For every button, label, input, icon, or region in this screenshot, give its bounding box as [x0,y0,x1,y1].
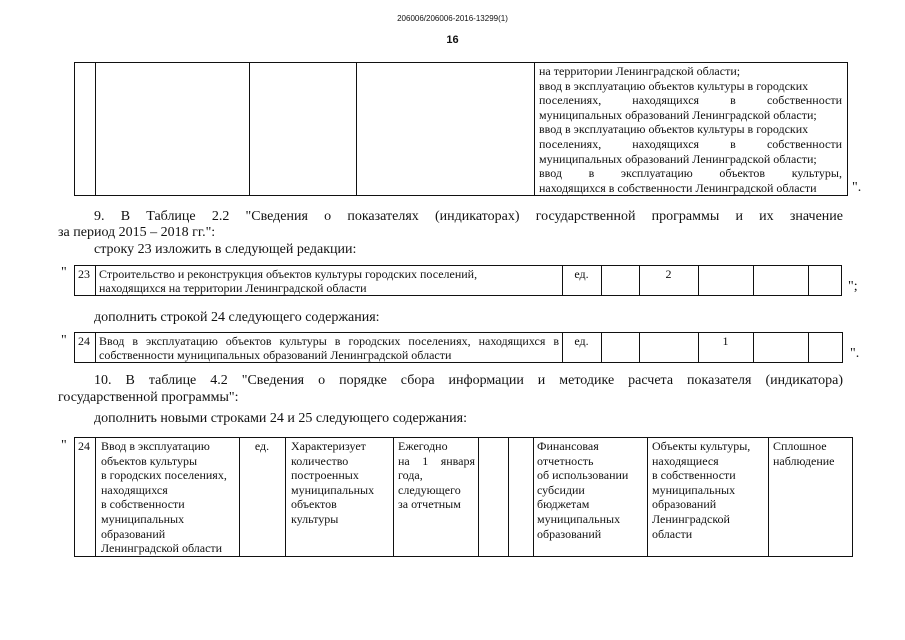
method-population [652,439,766,541]
cell-line: Сплошное [773,439,827,453]
row23-name [99,267,559,295]
table-divider [508,438,509,556]
cell-line: субсидии [537,482,585,497]
top-table-line: поселениях, находящихся в собственности [539,136,842,151]
table-divider [753,266,754,295]
table-divider [95,438,96,556]
row24-unit: ед. [574,334,589,348]
cell-line: Ленинградской области [101,541,223,556]
row23-name-line: Строительство и реконструкция объектов культуры городских поселений, [99,267,478,281]
cell-line: количество [291,453,349,468]
cell-line: в городских поселениях, [101,468,227,483]
open-quote: " [61,333,67,348]
table-divider [239,438,240,556]
table-divider [808,333,809,362]
cell-line: Ежегодно [398,439,448,453]
top-table-line: поселениях, находящихся в собственности [539,93,842,108]
row24-name-line: Ввод в эксплуатацию объектов культуры в городских поселениях, находящихся в [99,334,559,348]
row24-number: 24 [78,334,90,348]
cell-line: Ввод в эксплуатацию [101,439,210,453]
method-definition [291,439,391,527]
cell-line: образований [537,526,602,541]
open-quote: " [61,438,67,453]
cell-line: объектов [291,497,337,512]
cell-line: муниципальных [537,511,621,526]
cell-line: построенных [291,468,359,483]
row24-name [99,334,559,362]
cell-line: находящихся [101,482,168,497]
table-divider [356,63,357,195]
table-divider [534,63,535,195]
cell-line: бюджетам [537,497,590,512]
method-unit: ед. [254,439,270,453]
open-quote: " [61,265,67,280]
cell-line: объектов культуры [101,453,198,468]
method-periodicity [398,439,475,512]
cell-line: года, [398,468,423,483]
top-table-line: муниципальных образований Ленинградской области; [539,107,817,122]
close-quote: ". [852,180,862,195]
table-divider [533,438,534,556]
method-observation [773,439,851,468]
cell-line: муниципальных [101,511,185,526]
cell-line: образований [652,497,717,512]
cell-line: образований [101,526,166,541]
method-row-number: 24 [78,439,90,453]
row23-table [74,265,842,296]
cell-line: муниципальных [652,482,736,497]
table-divider [808,266,809,295]
top-table-line: ввод в эксплуатацию объектов культуры в городских [539,78,809,93]
table-divider [95,333,96,362]
cell-line: муниципальных [291,482,375,497]
cell-line: об использовании [537,468,629,483]
cell-line: Объекты культуры, [652,439,751,453]
table-divider [698,266,699,295]
row24-name-line: собственности муниципальных образований Ленинградской области [99,348,452,362]
table-divider [639,333,640,362]
row23-name-line: находящихся на территории Ленинградской области [99,281,367,295]
table-divider [478,438,479,556]
document-id: 206006/206006-2016-13299(1) [397,14,508,23]
cell-line: находящиеся [652,453,719,468]
item10-line1: 10. В таблице 4.2 "Сведения о порядке сбора информации и методике расчета показателя (индикатора) [94,373,843,388]
item10-instruction: дополнить новыми строками 24 и 25 следующего содержания: [94,411,467,426]
top-table-line: находящихся в собственности Ленинградской области [539,180,817,195]
cell-line: в собственности [652,468,736,483]
top-table-text-cell [539,64,842,195]
close-quote: ". [850,346,860,361]
cell-line: области [652,526,693,541]
cell-line: на 1 января [398,453,475,468]
cell-line: Характеризует [291,439,366,453]
cell-line: за отчетным [398,497,461,512]
top-table-line: муниципальных образований Ленинградской области; [539,151,817,166]
cell-line: наблюдение [773,453,835,468]
row24-table [74,332,843,363]
item9-line2: за период 2015 – 2018 гг.": [58,225,216,240]
table-divider [285,438,286,556]
table-divider [768,438,769,556]
item9-instruction: строку 23 изложить в следующей редакции: [94,242,357,257]
table-divider [393,438,394,556]
row24-value: 1 [722,334,729,348]
cell-line: в собственности [101,497,185,512]
item9-line1: 9. В Таблице 2.2 "Сведения о показателях (индикаторах) государственной программы и их значение [94,209,843,224]
page-number: 16 [446,34,459,46]
table-divider [249,63,250,195]
close-quote: "; [848,279,858,294]
table-divider [95,63,96,195]
top-table-line: ввод в эксплуатацию объектов культуры в городских [539,122,809,137]
table-divider [601,333,602,362]
top-table-line: на территории Ленинградской области; [539,64,741,78]
row23-value: 2 [665,267,672,281]
method-indicator-name [101,439,237,556]
cell-line: следующего [398,482,461,497]
cell-line: Финансовая [537,439,599,453]
row23-number: 23 [78,267,90,281]
top-table [74,62,848,196]
top-table-line: ввод в эксплуатацию объектов культуры, [539,166,842,181]
cell-line: культуры [291,511,339,526]
cell-line: Ленинградской [652,511,730,526]
cell-line: отчетность [537,453,594,468]
add24-instruction: дополнить строкой 24 следующего содержания: [94,310,380,325]
table-divider [753,333,754,362]
table-divider [601,266,602,295]
item10-line2: государственной программы": [58,390,239,405]
method-data-source [537,439,645,541]
row23-unit: ед. [574,267,589,281]
method-table [74,437,853,557]
table-divider [647,438,648,556]
table-divider [95,266,96,295]
